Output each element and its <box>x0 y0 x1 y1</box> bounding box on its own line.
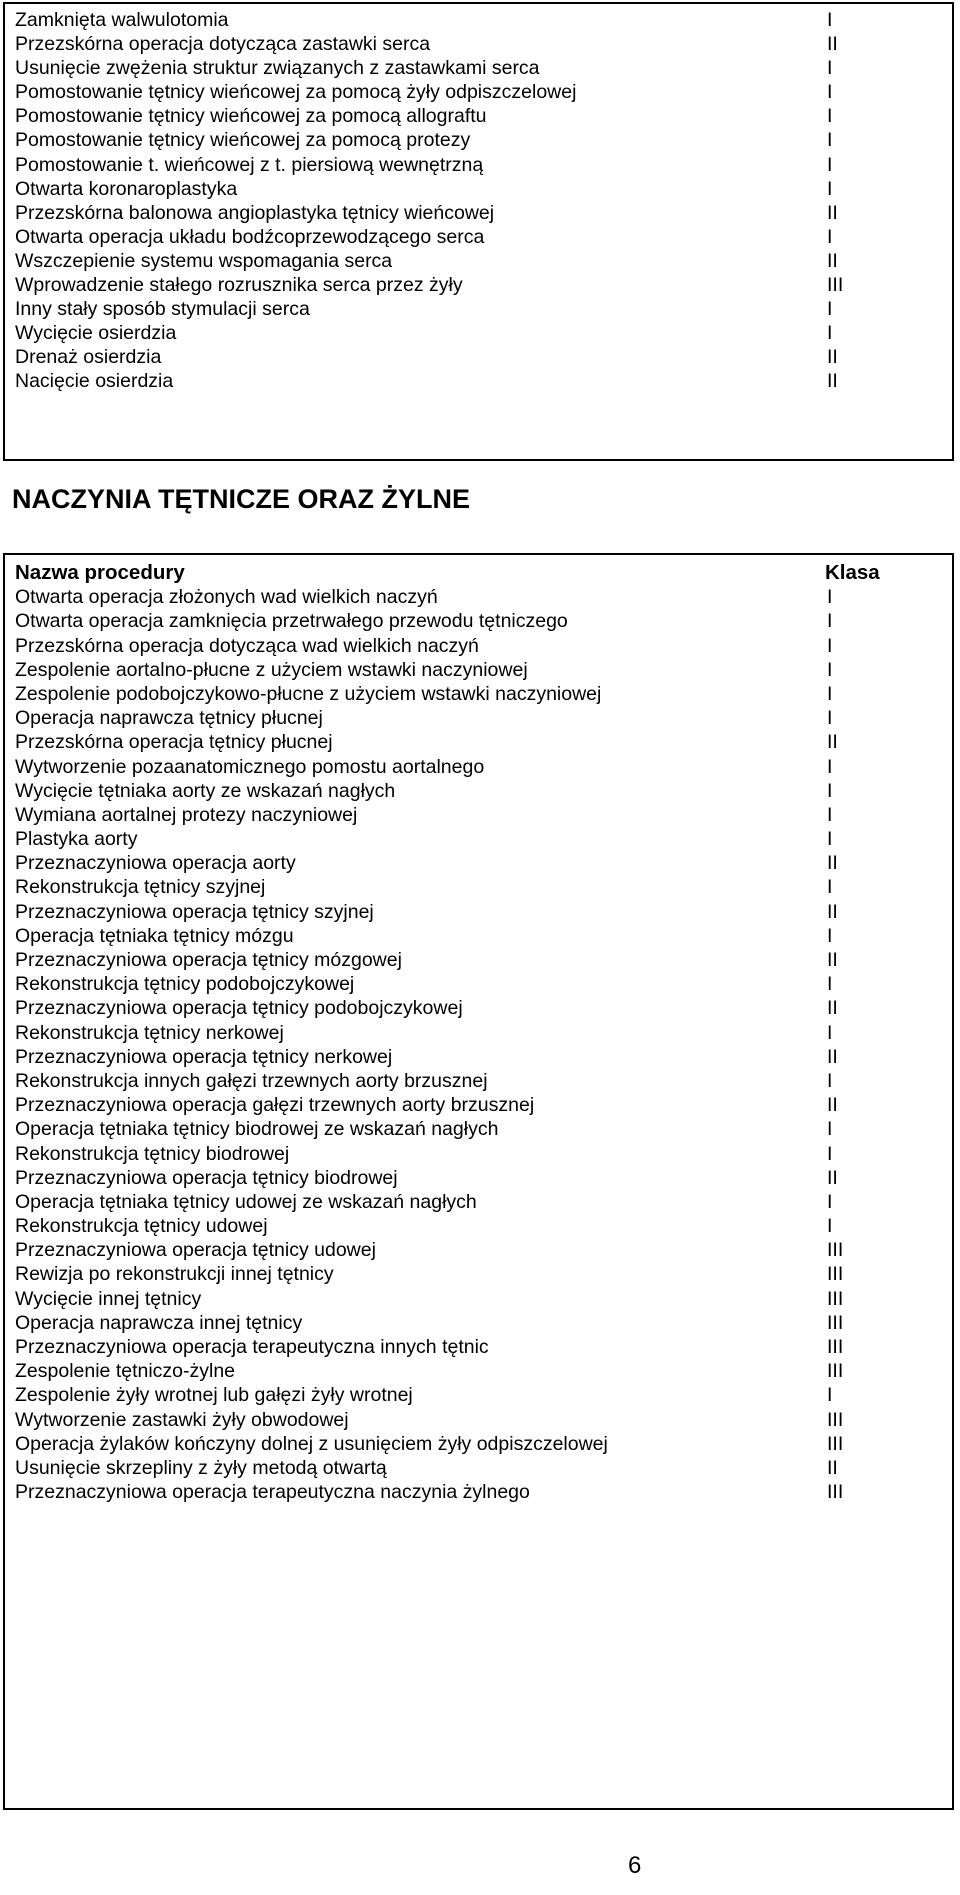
procedure-class: I <box>827 973 833 996</box>
procedure-class: I <box>827 322 833 345</box>
procedure-name: Rekonstrukcja tętnicy podobojczykowej <box>15 973 355 996</box>
procedure-class: I <box>827 153 833 176</box>
procedure-class: I <box>827 924 833 947</box>
procedure-name: Przeznaczyniowa operacja gałęzi trzewnych aorty brzusznej <box>15 1094 535 1117</box>
procedure-class: III <box>827 1432 844 1455</box>
procedure-name: Usunięcie skrzepliny z żyły metodą otwartą <box>15 1456 387 1479</box>
procedure-class: I <box>827 225 833 248</box>
procedure-class: III <box>827 274 844 297</box>
table-row <box>5 32 952 56</box>
procedure-name: Rekonstrukcja innych gałęzi trzewnych aorty brzusznej <box>15 1069 488 1092</box>
procedure-class: II <box>827 731 838 754</box>
table-row <box>5 996 952 1020</box>
procedure-name: Inny stały sposób stymulacji serca <box>15 298 310 321</box>
procedure-name: Pomostowanie tętnicy wieńcowej za pomocą żyły odpiszczelowej <box>15 81 577 104</box>
procedure-class: I <box>827 9 833 31</box>
table-row <box>5 924 952 948</box>
procedure-class: I <box>827 1118 833 1141</box>
procedure-name: Zespolenie podobojczykowo-płucne z użyciem wstawki naczyniowej <box>15 682 602 705</box>
table-header-row <box>5 561 952 585</box>
table-row <box>5 730 952 754</box>
procedure-name: Rekonstrukcja tętnicy szyjnej <box>15 876 266 899</box>
procedure-name: Pomostowanie tętnicy wieńcowej za pomocą protezy <box>15 129 471 152</box>
procedure-class: III <box>827 1360 844 1383</box>
procedure-class: I <box>827 803 833 826</box>
table-row <box>5 609 952 633</box>
procedure-name: Przeznaczyniowa operacja tętnicy udowej <box>15 1239 376 1262</box>
table-row <box>5 1142 952 1166</box>
procedure-class: I <box>827 298 833 321</box>
procedure-class: III <box>827 1408 844 1431</box>
procedure-name: Operacja naprawcza innej tętnicy <box>15 1311 303 1334</box>
table-row <box>5 972 952 996</box>
procedure-class: II <box>827 852 838 875</box>
procedure-name: Wprowadzenie stałego rozrusznika serca przez żyły <box>15 274 463 297</box>
table-row <box>5 80 952 104</box>
table-row <box>5 1335 952 1359</box>
table-row <box>5 104 952 128</box>
procedure-name: Przeznaczyniowa operacja tętnicy mózgowej <box>15 949 402 971</box>
column-header-class: Klasa <box>825 561 880 584</box>
procedure-name: Przeznaczyniowa operacja terapeutyczna naczynia żylnego <box>15 1481 530 1504</box>
procedure-class: II <box>827 249 838 272</box>
procedure-name: Operacja naprawcza tętnicy płucnej <box>15 707 323 730</box>
table-row <box>5 1311 952 1335</box>
procedure-class: II <box>827 201 838 224</box>
table-body <box>5 4 952 394</box>
table-row <box>5 321 952 345</box>
procedure-class: II <box>827 900 838 923</box>
procedure-class: I <box>827 1142 833 1165</box>
table-row <box>5 658 952 682</box>
procedure-class: II <box>827 33 838 56</box>
procedure-name: Drenaż osierdzia <box>15 346 162 369</box>
table-row <box>5 1359 952 1383</box>
table-row <box>5 803 952 827</box>
table-row <box>5 1166 952 1190</box>
table-row <box>5 201 952 225</box>
procedure-name: Zespolenie aortalno-płucne z użyciem wstawki naczyniowej <box>15 658 528 681</box>
procedure-class: I <box>827 634 833 657</box>
procedure-name: Zespolenie żyły wrotnej lub gałęzi żyły wrotnej <box>15 1384 413 1407</box>
table-row <box>5 1262 952 1286</box>
procedure-name: Wycięcie osierdzia <box>15 322 177 345</box>
procedure-name: Rekonstrukcja tętnicy biodrowej <box>15 1142 290 1165</box>
table-row <box>5 56 952 80</box>
table-row <box>5 779 952 803</box>
procedure-class: II <box>827 346 838 369</box>
procedure-name: Operacja żylaków kończyny dolnej z usunięciem żyły odpiszczelowej <box>15 1432 608 1455</box>
procedure-class: III <box>827 1481 844 1504</box>
procedure-class: I <box>827 81 833 104</box>
procedure-name: Usunięcie zwężenia struktur związanych z zastawkami serca <box>15 57 540 80</box>
procedure-name: Rekonstrukcja tętnicy nerkowej <box>15 1021 284 1044</box>
table-row <box>5 1045 952 1069</box>
table-row <box>5 128 952 152</box>
procedure-class: I <box>827 1190 833 1213</box>
procedure-name: Otwarta operacja złożonych wad wielkich naczyń <box>15 586 438 609</box>
procedure-name: Nacięcie osierdzia <box>15 370 174 393</box>
procedure-class: III <box>827 1287 844 1310</box>
procedure-class: I <box>827 876 833 899</box>
procedure-name: Rewizja po rekonstrukcji innej tętnicy <box>15 1263 334 1286</box>
procedure-name: Operacja tętniaka tętnicy mózgu <box>15 924 294 947</box>
procedure-class: I <box>827 658 833 681</box>
procedure-name: Przeznaczyniowa operacja terapeutyczna innych tętnic <box>15 1336 489 1358</box>
procedure-name: Przezskórna balonowa angioplastyka tętnicy wieńcowej <box>15 201 495 224</box>
table-row <box>5 249 952 273</box>
procedure-name: Przeznaczyniowa operacja tętnicy biodrowej <box>15 1166 398 1189</box>
table-row <box>5 225 952 249</box>
procedure-class: I <box>827 129 833 152</box>
procedure-name: Wszczepienie systemu wspomagania serca <box>15 249 393 272</box>
table-row <box>5 1432 952 1456</box>
procedure-class: II <box>827 1094 838 1117</box>
table-row <box>5 875 952 899</box>
procedure-class: I <box>827 707 833 730</box>
procedure-name: Otwarta operacja układu bodźcoprzewodzącego serca <box>15 225 485 248</box>
table-row <box>5 1117 952 1141</box>
procedure-class: II <box>827 997 838 1020</box>
table-row <box>5 1383 952 1407</box>
procedure-name: Otwarta operacja zamknięcia przetrwałego przewodu tętniczego <box>15 610 568 633</box>
procedure-class: I <box>827 1069 833 1092</box>
procedure-class: I <box>827 1021 833 1044</box>
table-row <box>5 1093 952 1117</box>
procedure-class: I <box>827 1215 833 1238</box>
table-row <box>5 1480 952 1504</box>
procedure-name: Przezskórna operacja tętnicy płucnej <box>15 731 333 754</box>
table-row <box>5 1456 952 1480</box>
procedure-class: II <box>827 949 838 971</box>
procedure-class: III <box>827 1239 844 1262</box>
procedure-name: Pomostowanie tętnicy wieńcowej za pomocą allograftu <box>15 105 487 128</box>
procedure-name: Przezskórna operacja dotycząca zastawki serca <box>15 33 431 56</box>
procedure-name: Przezskórna operacja dotycząca wad wielkich naczyń <box>15 634 479 657</box>
table-row <box>5 1190 952 1214</box>
table-row <box>5 851 952 875</box>
table-row <box>5 153 952 177</box>
procedure-class: I <box>827 57 833 80</box>
page-number: 6 <box>628 1852 642 1879</box>
section-title: NACZYNIA TĘTNICZE ORAZ ŻYLNE <box>12 484 470 514</box>
procedure-name: Zespolenie tętniczo-żylne <box>15 1360 236 1383</box>
procedure-name: Wymiana aortalnej protezy naczyniowej <box>15 803 358 826</box>
column-header-name: Nazwa procedury <box>15 561 185 584</box>
procedure-class: II <box>827 1456 838 1479</box>
table-row <box>5 8 952 32</box>
table-row <box>5 1021 952 1045</box>
procedure-name: Rekonstrukcja tętnicy udowej <box>15 1215 268 1238</box>
procedure-class: III <box>827 1336 844 1358</box>
table-row <box>5 948 952 972</box>
table-row <box>5 755 952 779</box>
table-row <box>5 177 952 201</box>
procedure-class: I <box>827 177 833 200</box>
procedure-name: Wycięcie innej tętnicy <box>15 1287 202 1310</box>
procedure-class: I <box>827 105 833 128</box>
procedure-class: I <box>827 610 833 633</box>
procedures-table-heart <box>3 2 954 461</box>
procedure-class: II <box>827 1045 838 1068</box>
procedure-class: I <box>827 586 833 609</box>
procedure-class: III <box>827 1311 844 1334</box>
table-row <box>5 1238 952 1262</box>
procedure-name: Wycięcie tętniaka aorty ze wskazań nagłych <box>15 779 396 802</box>
table-row <box>5 634 952 658</box>
procedure-name: Plastyka aorty <box>15 828 138 851</box>
table-row <box>5 1214 952 1238</box>
table-row <box>5 1069 952 1093</box>
procedure-class: III <box>827 1263 844 1286</box>
table-row <box>5 273 952 297</box>
table-row <box>5 706 952 730</box>
table-body <box>5 555 952 1504</box>
procedure-name: Operacja tętniaka tętnicy biodrowej ze wskazań nagłych <box>15 1118 499 1141</box>
procedures-table-vessels <box>3 553 954 1810</box>
table-row <box>5 345 952 369</box>
procedure-class: I <box>827 1384 833 1407</box>
table-row <box>5 827 952 851</box>
procedure-name: Pomostowanie t. wieńcowej z t. piersiową wewnętrzną <box>15 153 484 176</box>
procedure-name: Wytworzenie pozaanatomicznego pomostu aortalnego <box>15 755 485 778</box>
procedure-name: Przeznaczyniowa operacja tętnicy nerkowej <box>15 1045 393 1068</box>
procedure-class: II <box>827 370 838 393</box>
procedure-name: Zamknięta walwulotomia <box>15 9 229 31</box>
table-row <box>5 1287 952 1311</box>
procedure-class: I <box>827 682 833 705</box>
table-row <box>5 585 952 609</box>
table-row <box>5 369 952 393</box>
table-row <box>5 1408 952 1432</box>
table-row <box>5 682 952 706</box>
procedure-class: I <box>827 828 833 851</box>
procedure-class: I <box>827 755 833 778</box>
procedure-name: Wytworzenie zastawki żyły obwodowej <box>15 1408 349 1431</box>
procedure-name: Przeznaczyniowa operacja tętnicy podobojczykowej <box>15 997 463 1020</box>
table-row <box>5 900 952 924</box>
procedure-name: Otwarta koronaroplastyka <box>15 177 238 200</box>
procedure-name: Przeznaczyniowa operacja tętnicy szyjnej <box>15 900 374 923</box>
table-row <box>5 297 952 321</box>
procedure-class: I <box>827 779 833 802</box>
procedure-class: II <box>827 1166 838 1189</box>
procedure-name: Przeznaczyniowa operacja aorty <box>15 852 296 875</box>
procedure-name: Operacja tętniaka tętnicy udowej ze wskazań nagłych <box>15 1190 477 1213</box>
